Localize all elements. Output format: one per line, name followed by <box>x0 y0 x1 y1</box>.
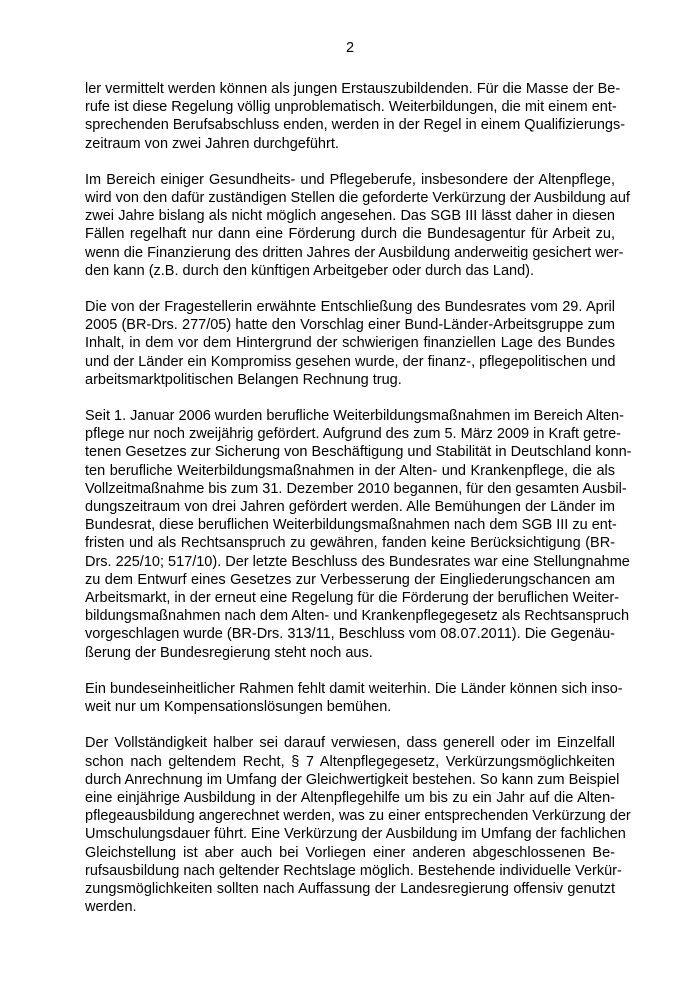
text-line: Drs. 225/10; 517/10). Der letzte Beschluss des Bundesrates war eine Stellungnahme <box>85 553 630 570</box>
text-line: Die von der Fragestellerin erwähnte Entschließung des Bundesrates vom 29. April <box>85 299 615 316</box>
text-line: tenen Gesetzes zur Sicherung von Beschäftigung und Stabilität in Deutschland konn- <box>85 444 632 461</box>
paragraph <box>85 680 623 716</box>
text-line: durch Anrechnung im Umfang der Gleichwertigkeit bestehen. So kann zum Beispiel <box>85 771 620 788</box>
text-line: ler vermittelt werden können als jungen Erstauszubildenden. Für die Masse der Be- <box>85 81 621 97</box>
text-line: Inhalt, in dem vor dem Hintergrund der schwierigen finanziellen Lage des Bundes <box>85 335 615 352</box>
text-line: ten berufliche Weiterbildungsmaßnahmen in der Alten- und Krankenpflege, die als <box>85 462 615 479</box>
text-line: Bundesrat, diese beruflichen Weiterbildungsmaßnahmen nach dem SGB III zu ent- <box>85 517 617 534</box>
text-line: Umschulungsdauer führt. Eine Verkürzung der Ausbildung im Umfang der fachlichen <box>85 826 626 843</box>
text-line: Im Bereich einiger Gesundheits- und Pflegeberufe, insbesondere der Altenpflege, <box>85 171 615 188</box>
paragraph <box>85 171 630 280</box>
text-line: Der Vollständigkeit halber sei darauf verwiesen, dass generell oder im Einzelfall <box>85 735 615 752</box>
page-number: 2 <box>345 40 355 56</box>
text-line: eine einjährige Ausbildung in der Altenpflegehilfe um bis zu ein Jahr auf die Alten- <box>85 789 615 806</box>
text-line: werden. <box>85 899 137 916</box>
text-line: fristen und als Rechtsanspruch zu gewähren, fanden keine Berücksichtigung (BR- <box>85 535 615 552</box>
text-line: Vollzeitmaßnahme bis zum 31. Dezember 2010 begannen, für den gesamten Ausbil- <box>85 480 627 497</box>
text-line: rufe ist diese Regelung völlig unproblematisch. Weiterbildungen, die mit einem ent- <box>85 99 617 116</box>
text-line: vorgeschlagen wurde (BR-Drs. 313/11, Beschluss vom 08.07.2011). Die Gegenäu- <box>85 626 615 643</box>
paragraph <box>85 407 632 662</box>
text-line: Arbeitsmarkt, in der erneut eine Regelung für die Förderung der beruflichen Weiter- <box>85 590 620 607</box>
text-line: Gleichstellung ist aber auch bei Vorliegen einer anderen abgeschlossenen Be- <box>85 844 615 861</box>
text-line: zu dem Entwurf eines Gesetzes zur Verbesserung der Eingliederungschancen am <box>85 571 615 588</box>
text-line: zungsmöglichkeiten sollten nach Auffassung der Landesregierung offensiv genutzt <box>85 880 615 897</box>
text-line: Fällen regelhaft nur dann eine Förderung durch die Bundesagentur für Arbeit zu, <box>85 226 615 243</box>
text-line: zeitraum von zwei Jahren durchgeführt. <box>85 135 339 152</box>
text-line: Seit 1. Januar 2006 wurden berufliche Weiterbildungsmaßnahmen im Bereich Alten- <box>85 408 624 425</box>
text-line: dungszeitraum von drei Jahren gefördert werden. Alle Bemühungen der Länder im <box>85 499 615 516</box>
text-line: ßerung der Bundesregierung steht noch aus. <box>85 644 373 661</box>
text-line: rufsausbildung nach geltender Rechtslage möglich. Bestehende individuelle Verkür- <box>85 862 622 879</box>
text-line: 2005 (BR-Drs. 277/05) hatte den Vorschlag einer Bund-Länder-Arbeitsgruppe zum <box>85 317 615 334</box>
text-line: arbeitsmarktpolitischen Belangen Rechnung trug. <box>85 371 402 388</box>
text-line: pflegeausbildung angerechnet werden, was zu einer entsprechenden Verkürzung der <box>85 808 631 825</box>
text-line: den kann (z.B. durch den künftigen Arbeitgeber oder durch das Land). <box>85 262 534 279</box>
text-line: sprechenden Berufsabschluss enden, werden in der Regel in einem Qualifizierungs- <box>85 117 626 134</box>
text-line: weit nur um Kompensationslösungen bemühen. <box>85 699 392 716</box>
text-line: wird von den dafür zuständigen Stellen die geforderte Verkürzung der Ausbildung auf <box>85 190 630 207</box>
text-line: und der Länder ein Kompromiss gesehen wurde, der finanz-, pflegepolitischen und <box>85 353 616 370</box>
body-text <box>85 80 632 934</box>
paragraph <box>85 734 631 916</box>
text-line: pflege nur noch zweijährig gefördert. Aufgrund des zum 5. März 2009 in Kraft getre- <box>85 426 621 443</box>
text-line: Ein bundeseinheitlicher Rahmen fehlt damit weiterhin. Die Länder können sich inso- <box>85 680 623 697</box>
text-line: bildungsmaßnahmen nach dem Alten- und Krankenpflegegesetz als Rechtsanspruch <box>85 608 630 625</box>
paragraph <box>85 80 626 153</box>
text-line: wenn die Finanzierung des dritten Jahres der Ausbildung anderweitig gesichert wer- <box>85 244 624 261</box>
text-line: zwei Jahre bislang als nicht möglich angesehen. Das SGB III lässt daher in diesen <box>85 208 615 225</box>
paragraph <box>85 298 615 389</box>
text-line: schon nach geltendem Recht, § 7 Altenpflegegesetz, Verkürzungsmöglichkeiten <box>85 753 615 770</box>
